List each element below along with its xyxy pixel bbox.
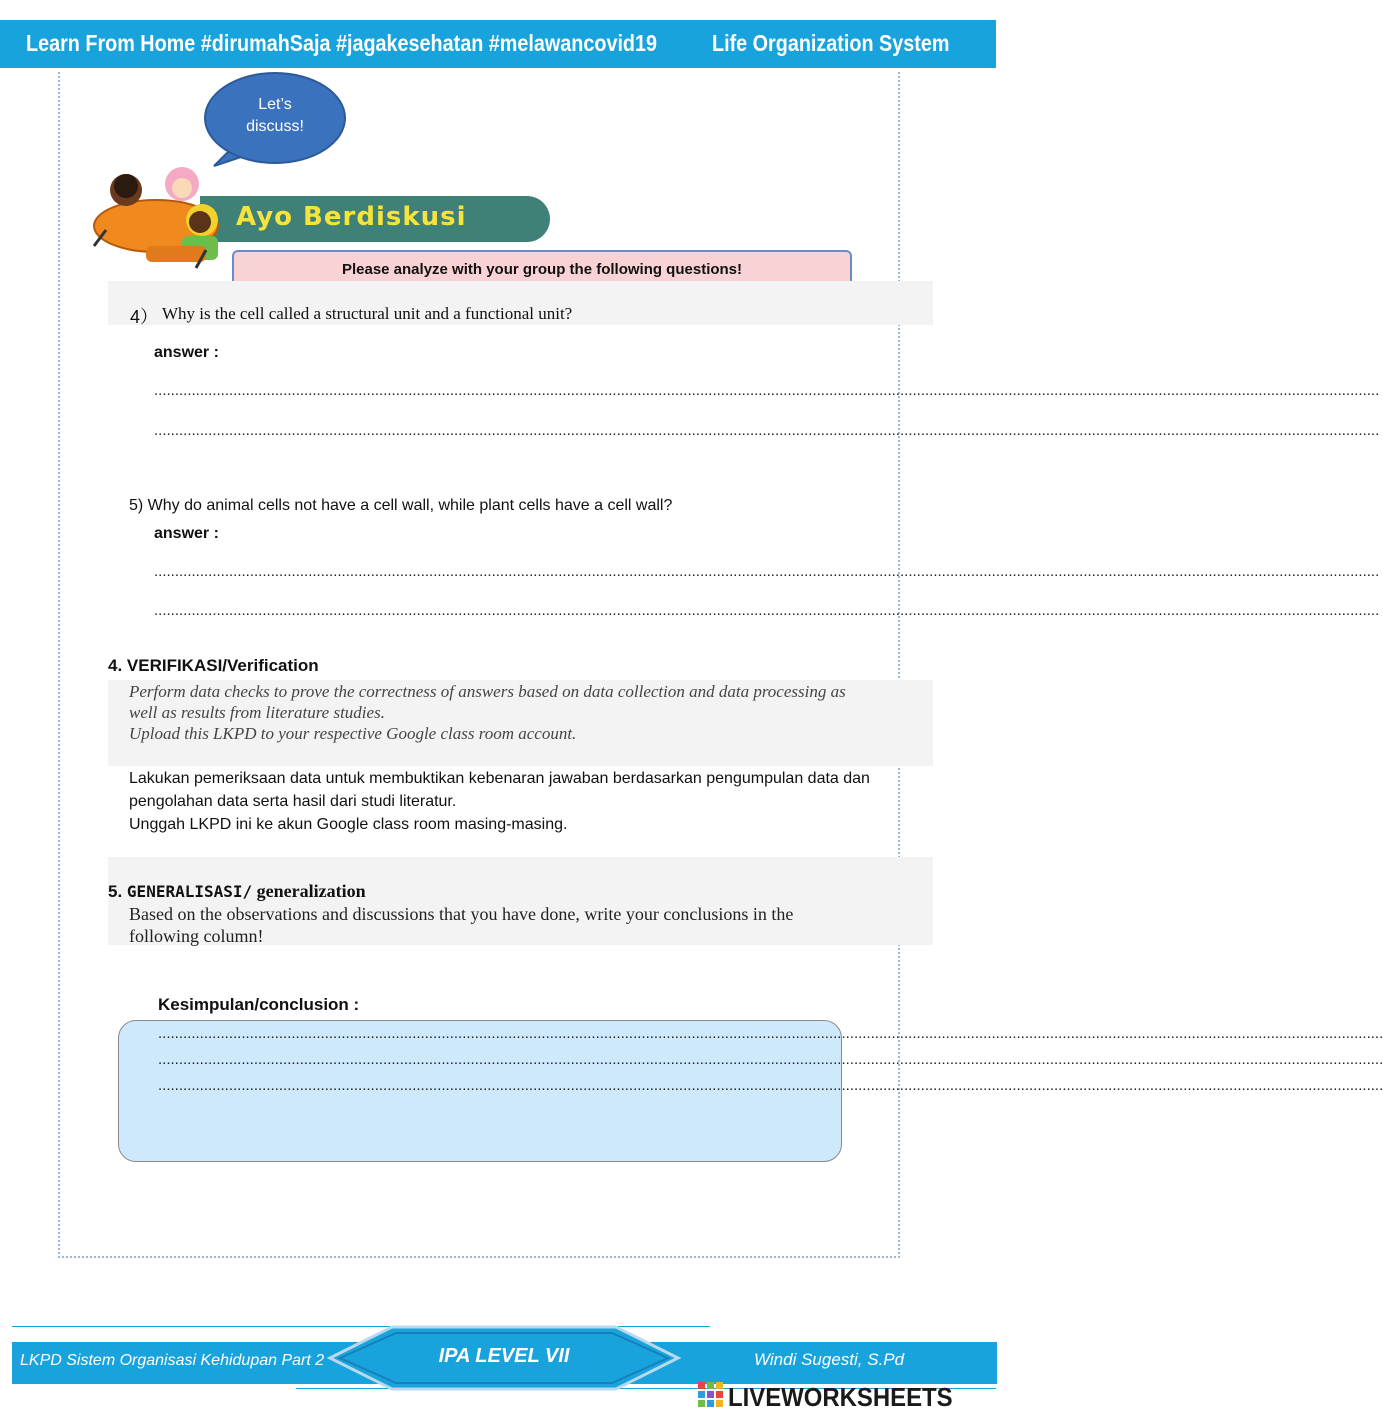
generalization-text-line-2: following column!	[129, 926, 264, 946]
conclusion-line-3[interactable]: ......................................................................................................................................................................................................................................................................................................	[158, 1077, 1383, 1094]
instruction-box: Please analyze with your group the following questions!	[232, 250, 852, 282]
footer-level-badge	[328, 1325, 680, 1391]
generalization-heading-b: generalization	[252, 881, 366, 901]
question-5-text: 5) Why do animal cells not have a cell wall, while plant cells have a cell wall?	[129, 497, 673, 514]
question-4-answer-line-2[interactable]: ......................................................................................................................................................................................................................................................................................................	[154, 422, 1380, 439]
conclusion-line-2[interactable]: ......................................................................................................................................................................................................................................................................................................	[158, 1051, 1383, 1068]
verification-en-line-3: Upload this LKPD to your respective Google class room account.	[129, 724, 577, 743]
discussion-banner	[200, 196, 550, 242]
verification-id-line-3: Unggah LKPD ini ke akun Google class room masing-masing.	[129, 816, 568, 833]
verification-id-line-1: Lakukan pemeriksaan data untuk membuktikan kebenaran jawaban berdasarkan pengumpulan data dan	[129, 770, 870, 787]
generalization-heading	[108, 881, 366, 902]
verification-id-line-2: pengolahan data serta hasil dari studi literatur.	[129, 793, 457, 810]
bubble-line-2: discuss!	[246, 118, 304, 135]
header-right-title: Life Organization System	[712, 30, 950, 56]
verification-en-line-1: Perform data checks to prove the correctness of answers based on data collection and data processing as	[129, 682, 846, 701]
generalization-heading-a: GENERALISASI/	[126, 882, 253, 901]
question-5-answer-label: answer :	[154, 525, 219, 542]
liveworksheets-icon	[698, 1382, 724, 1410]
verification-en-line-2: well as results from literature studies.	[129, 703, 385, 722]
generalization-text-line-1: Based on the observations and discussions that you have done, write your conclusions in the	[129, 904, 794, 924]
bubble-line-1: Let’s	[258, 96, 292, 113]
liveworksheets-wordmark: LIVEWORKSHEETS	[728, 1382, 953, 1412]
verification-indonesian-text	[129, 767, 870, 836]
conclusion-label: Kesimpulan/conclusion :	[158, 995, 360, 1014]
question-4-answer-line-1[interactable]: ......................................................................................................................................................................................................................................................................................................	[154, 382, 1380, 399]
verification-heading: 4. VERIFIKASI/Verification	[108, 656, 319, 675]
conclusion-line-1[interactable]: ......................................................................................................................................................................................................................................................................................................	[158, 1025, 1383, 1042]
children-illustration	[86, 160, 236, 275]
header-left-title: Learn From Home #dirumahSaja #jagakesehatan #melawancovid19	[26, 30, 658, 56]
footer-left-text: LKPD Sistem Organisasi Kehidupan Part 2	[20, 1352, 325, 1369]
question-4-answer-label: answer :	[154, 344, 219, 361]
generalization-number: 5.	[108, 882, 123, 901]
footer-right-text: Windi Sugesti, S.Pd	[754, 1350, 905, 1369]
question-4-number: 4）	[130, 307, 159, 327]
footer-level-text: IPA LEVEL VII	[438, 1345, 570, 1367]
verification-english-text	[129, 681, 846, 744]
banner-title: Ayo Berdiskusi	[236, 202, 467, 232]
question-5-answer-line-2[interactable]: ......................................................................................................................................................................................................................................................................................................	[154, 602, 1380, 619]
question-5-answer-line-1[interactable]: ......................................................................................................................................................................................................................................................................................................	[154, 563, 1380, 580]
speech-bubble	[204, 72, 346, 164]
generalization-text	[129, 903, 793, 947]
question-4-text: Why is the cell called a structural unit and a functional unit?	[162, 304, 573, 323]
header-bar	[0, 20, 996, 68]
